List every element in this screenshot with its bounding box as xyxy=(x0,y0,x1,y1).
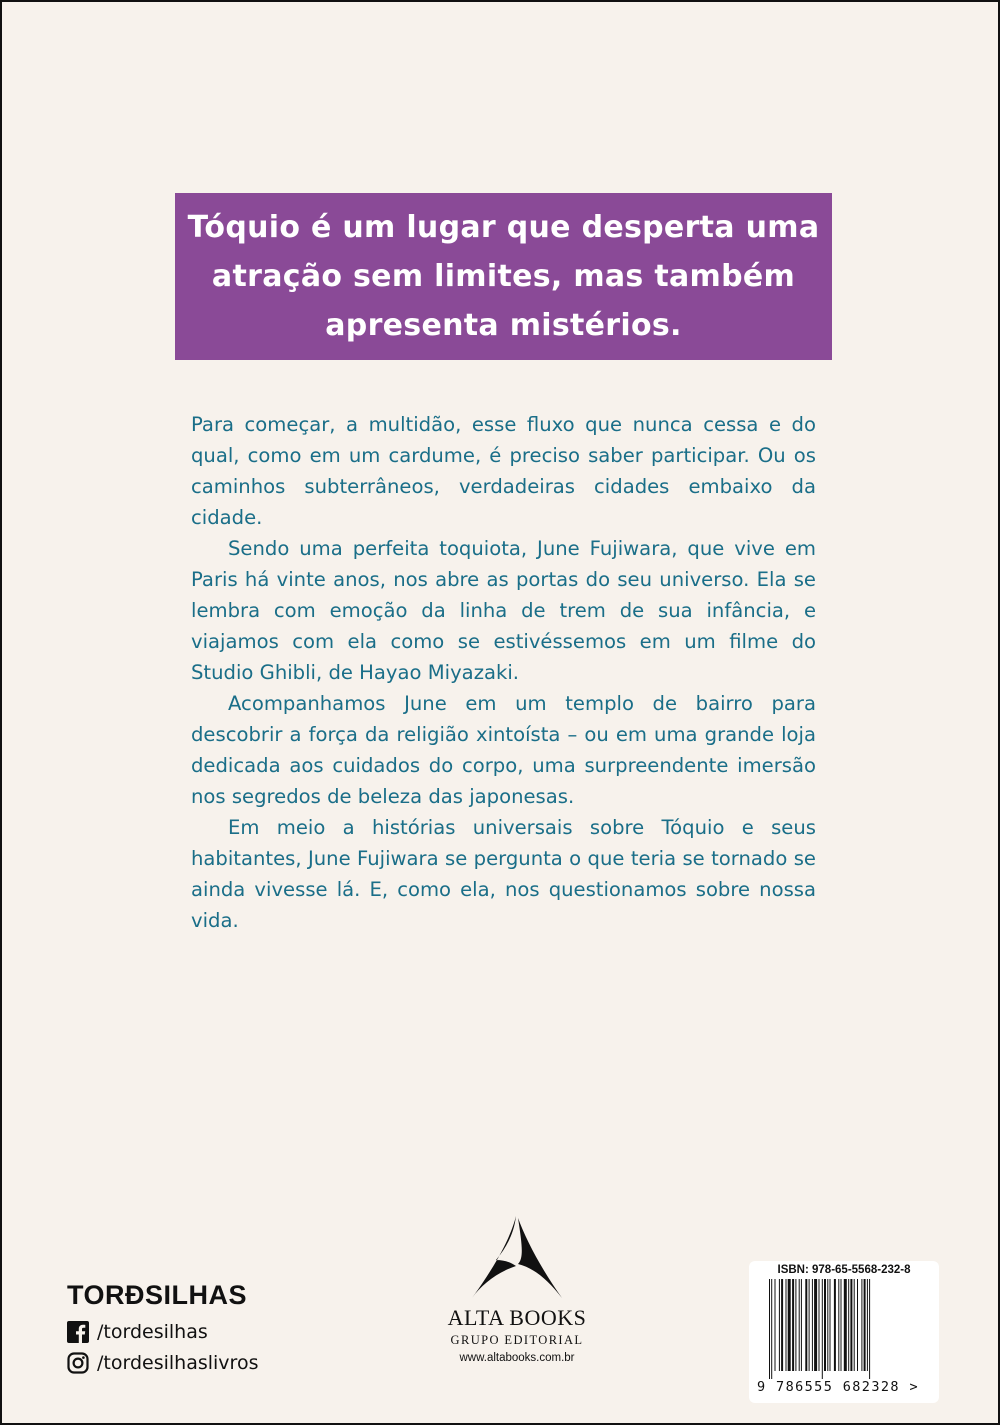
blurb-paragraph-1: Para começar, a multidão, esse fluxo que nunca cessa e do qual, como em um cardume, é preciso saber participar. Ou os caminhos subterrâneos, verdadeiras cidades embaixo da cidade. xyxy=(191,413,816,529)
publisher-logo xyxy=(432,1214,602,1366)
instagram-handle: /tordesilhaslivros xyxy=(97,1352,259,1374)
facebook-link[interactable] xyxy=(67,1321,208,1343)
barcode-bar xyxy=(781,1279,783,1371)
blurb-paragraph-4: Em meio a histórias universais sobre Tóquio e seus habitantes, June Fujiwara se pergunta o que teria se tornado se ainda vivesse lá. E, como ela, nos questionamos sobre nossa vida. xyxy=(191,816,816,932)
barcode-bar xyxy=(771,1279,772,1379)
barcode-bar xyxy=(801,1279,802,1371)
barcode-bar xyxy=(867,1279,868,1371)
barcode-bar xyxy=(779,1279,780,1371)
barcode-bar xyxy=(861,1279,862,1371)
publisher-name: ALTA BOOKS xyxy=(447,1305,587,1330)
barcode-bar xyxy=(857,1279,858,1371)
barcode-bar xyxy=(795,1279,796,1371)
instagram-link[interactable] xyxy=(67,1352,258,1374)
barcode-bar xyxy=(809,1279,810,1371)
barcode-bars xyxy=(769,1279,919,1379)
barcode-bar xyxy=(824,1279,826,1371)
blurb-paragraph-2: Sendo uma perfeita toquiota, June Fujiwara, que vive em Paris há vinte anos, nos abre as portas do seu universo. Ela se lembra com emoção da linha de trem de sua infância, e viajamos com ela como se estivéssemos em um filme do Studio Ghibli, de Hayao Miyazaki. xyxy=(191,537,816,684)
barcode-bar xyxy=(805,1279,807,1371)
barcode-bar xyxy=(844,1279,847,1371)
barcode-bar xyxy=(812,1279,813,1371)
barcode-bar xyxy=(814,1279,817,1371)
pull-quote: Tóquio é um lugar que desperta uma atração sem limites, mas também apresenta mistérios. xyxy=(187,210,820,343)
barcode-bar xyxy=(848,1279,849,1371)
barcode-bar xyxy=(786,1279,787,1371)
barcode-bar xyxy=(769,1279,770,1379)
pull-quote-box xyxy=(175,193,832,360)
isbn-label: ISBN: 978-65-5568-232-8 xyxy=(777,1264,911,1276)
barcode-bar xyxy=(827,1279,828,1371)
blurb-paragraph-3: Acompanhamos June em um templo de bairro para descobrir a força da religião xintoísta – ou em uma grande loja dedicada aos cuidados do corpo, uma surpreendente imersão nos segredos de beleza das japonesas. xyxy=(191,692,816,808)
barcode-bar xyxy=(792,1279,794,1371)
barcode-bar xyxy=(775,1279,776,1371)
facebook-handle: /tordesilhas xyxy=(97,1321,208,1343)
barcode-bar xyxy=(830,1279,831,1371)
instagram-icon xyxy=(67,1352,89,1374)
barcode-bar xyxy=(819,1279,820,1371)
barcode-bar xyxy=(834,1279,836,1371)
barcode-bar xyxy=(869,1279,870,1379)
barcode-bar xyxy=(841,1279,842,1371)
barcode-bar xyxy=(850,1279,852,1371)
barcode-bar xyxy=(822,1279,823,1379)
alta-books-emblem-icon xyxy=(432,1214,602,1300)
barcode-bar xyxy=(788,1279,791,1371)
barcode-panel xyxy=(749,1261,939,1403)
publisher-subtitle: GRUPO EDITORIAL xyxy=(450,1333,584,1347)
barcode-bar xyxy=(799,1279,800,1371)
blurb xyxy=(191,409,816,936)
publisher-url[interactable]: www.altabooks.com.br xyxy=(459,1352,575,1364)
imprint-logo: TORÐSILHAS xyxy=(67,1280,248,1310)
barcode-digits: 9 786555 682328 > xyxy=(757,1379,919,1395)
barcode-bar xyxy=(838,1279,839,1371)
barcode-bar xyxy=(854,1279,855,1371)
facebook-icon xyxy=(67,1321,89,1343)
barcode-bar xyxy=(864,1279,866,1371)
